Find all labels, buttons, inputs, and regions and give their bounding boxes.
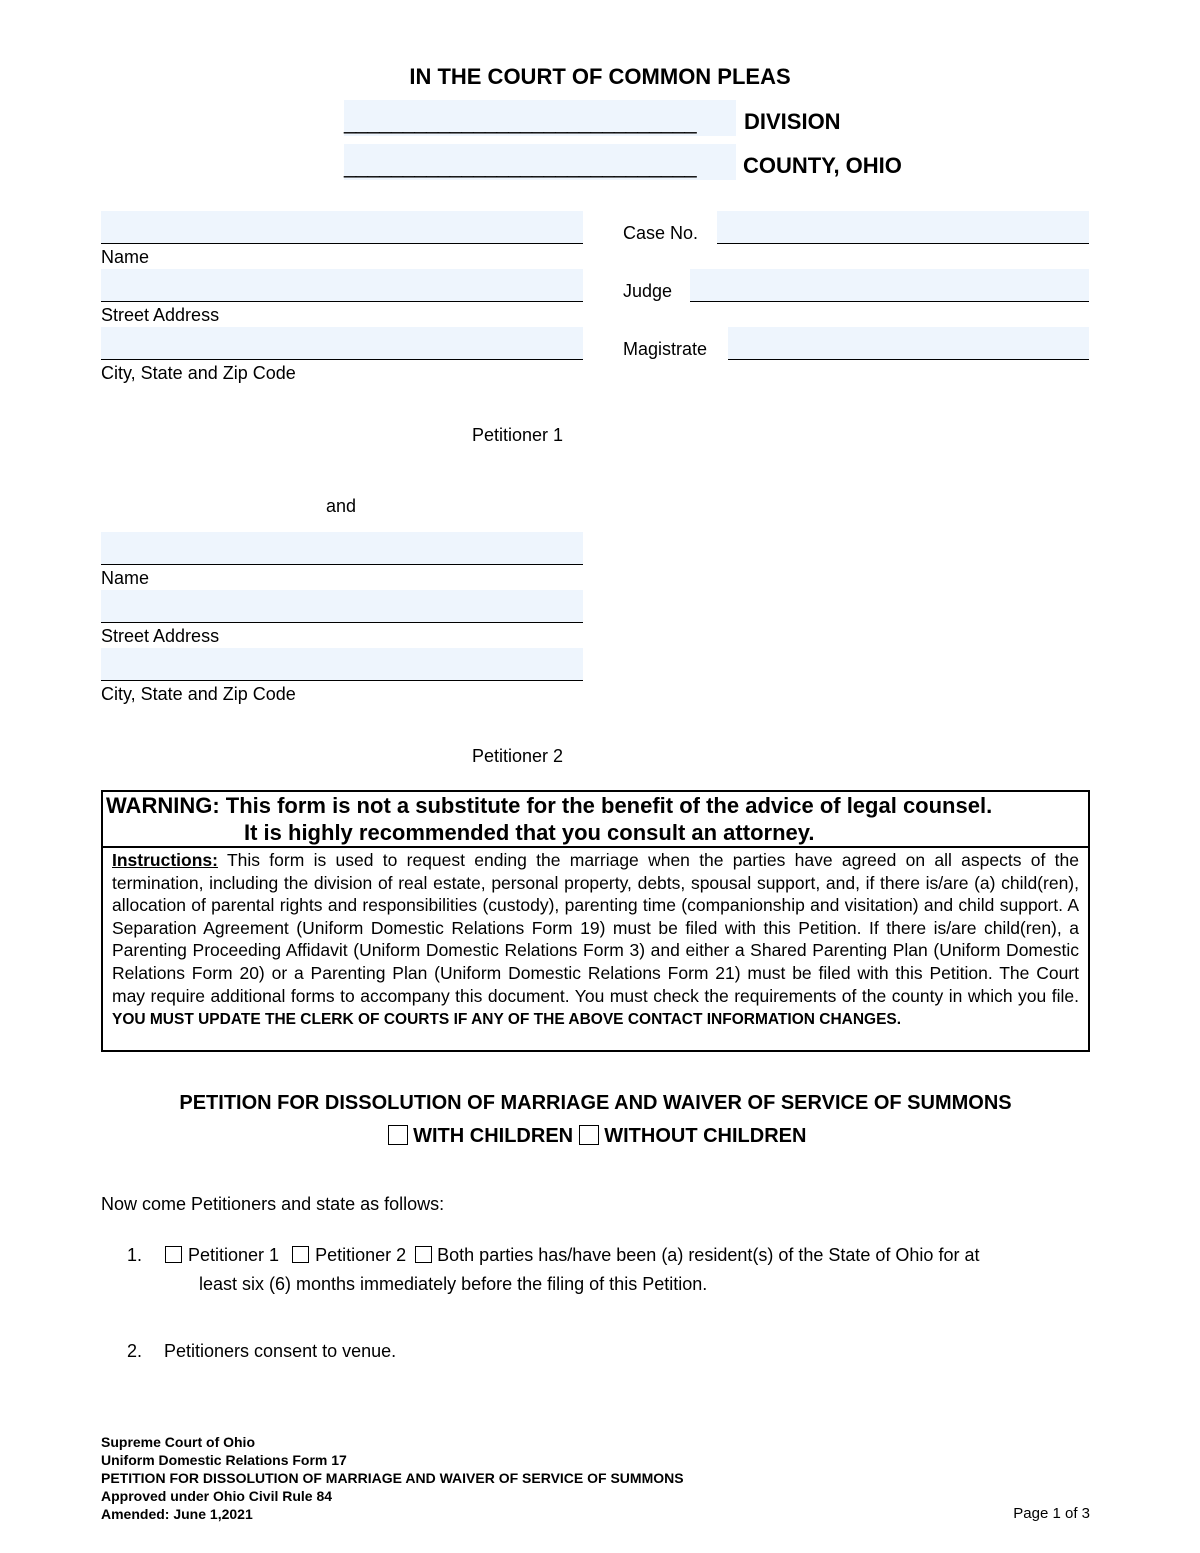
page-number: Page 1 of 3 xyxy=(1013,1505,1090,1522)
without-children-label: WITHOUT CHILDREN xyxy=(604,1125,807,1147)
warning-line2: It is highly recommended that you consult an attorney. xyxy=(244,820,815,845)
with-children-label: WITH CHILDREN xyxy=(413,1125,574,1147)
petitioner1-street-field[interactable] xyxy=(101,269,583,302)
footer-line4: Approved under Ohio Civil Rule 84 xyxy=(101,1488,333,1504)
case-no-field[interactable] xyxy=(717,211,1089,244)
intro-text: Now come Petitioners and state as follows: xyxy=(101,1194,445,1214)
petitioner2-street-field[interactable] xyxy=(101,590,583,623)
with-children-checkbox[interactable] xyxy=(388,1125,408,1145)
court-title: IN THE COURT OF COMMON PLEAS xyxy=(409,64,791,89)
county-label: COUNTY, OHIO xyxy=(743,153,902,178)
magistrate-label: Magistrate xyxy=(623,339,708,359)
division-blank: ______________________________ xyxy=(344,109,697,134)
footer-line1: Supreme Court of Ohio xyxy=(101,1434,255,1450)
petitioner2-street-label: Street Address xyxy=(101,626,220,646)
item1-text-line2: least six (6) months immediately before the filing of this Petition. xyxy=(199,1274,708,1294)
petitioner1-role: Petitioner 1 xyxy=(472,425,564,445)
instructions-text: This form is used to request ending the marriage when the parties have agreed on all aspects of the termination, including the division of real estate, personal property, debts, spousal support, and, if there is/are (a) child(ren), allocation of parental rights and responsibilities (custody), parenting time (companionship and visitation) and child support. A Separation Agreement (Uniform Domestic Relations Form 19) must be filed with this Petition. If there is/are child(ren), a Parenting Proceeding Affidavit (Uniform Domestic Relations Form 3) and either a Shared Parenting Plan (Uniform Domestic Relations Form 20) or a Parenting Plan (Uniform Domestic Relations Form 21) must be filed with this Petition. The Court may require additional forms to accompany this document. You must check the requirements of the county in which you file. xyxy=(112,850,1079,1006)
item1-both-checkbox[interactable] xyxy=(415,1246,432,1263)
item1-petitioner2-checkbox[interactable] xyxy=(292,1246,309,1263)
and-label: and xyxy=(326,496,357,516)
judge-field[interactable] xyxy=(690,269,1089,302)
magistrate-field[interactable] xyxy=(728,327,1089,360)
footer-block xyxy=(101,1433,684,1523)
children-options xyxy=(0,1125,1194,1148)
petitioner2-role: Petitioner 2 xyxy=(472,746,564,766)
petitioner2-city-field[interactable] xyxy=(101,648,583,681)
footer-line5: Amended: June 1,2021 xyxy=(101,1506,253,1522)
footer-line3: PETITION FOR DISSOLUTION OF MARRIAGE AND WAIVER OF SERVICE OF SUMMONS xyxy=(101,1470,684,1486)
instructions-block xyxy=(103,848,1088,1030)
item2-number: 2. xyxy=(127,1341,143,1361)
division-label: DIVISION xyxy=(744,109,841,134)
item1-number: 1. xyxy=(127,1245,143,1265)
petitioner2-name-field[interactable] xyxy=(101,532,583,565)
item1-petitioner1-checkbox[interactable] xyxy=(165,1246,182,1263)
judge-label: Judge xyxy=(623,281,673,301)
petitioner2-city-label: City, State and Zip Code xyxy=(101,684,296,704)
warning-header xyxy=(103,792,1088,848)
case-no-label: Case No. xyxy=(623,223,699,243)
instructions-bold: YOU MUST UPDATE THE CLERK OF COURTS IF ANY OF THE ABOVE CONTACT INFORMATION CHANGES. xyxy=(112,1011,902,1029)
petitioner1-name-label: Name xyxy=(101,247,150,267)
petition-title: PETITION FOR DISSOLUTION OF MARRIAGE AND WAIVER OF SERVICE OF SUMMONS xyxy=(179,1092,1012,1114)
item1-petitioner2-label: Petitioner 2 xyxy=(315,1245,407,1265)
petitioner1-street-label: Street Address xyxy=(101,305,220,325)
item1-text: Both parties has/have been (a) resident(s) of the State of Ohio for at xyxy=(437,1245,980,1265)
without-children-checkbox[interactable] xyxy=(579,1125,599,1145)
instructions-label: Instructions: xyxy=(112,850,218,870)
item1-petitioner1-label: Petitioner 1 xyxy=(188,1245,280,1265)
item2-text: Petitioners consent to venue. xyxy=(164,1341,397,1361)
item1-options xyxy=(165,1245,979,1266)
warning-box xyxy=(101,790,1090,1052)
petitioner1-city-field[interactable] xyxy=(101,327,583,360)
footer-line2: Uniform Domestic Relations Form 17 xyxy=(101,1452,347,1468)
petitioner1-city-label: City, State and Zip Code xyxy=(101,363,296,383)
petitioner1-name-field[interactable] xyxy=(101,211,583,244)
county-blank: ______________________________ xyxy=(344,153,697,178)
warning-line1: WARNING: This form is not a substitute for the benefit of the advice of legal counsel. xyxy=(106,793,993,818)
petitioner2-name-label: Name xyxy=(101,568,150,588)
